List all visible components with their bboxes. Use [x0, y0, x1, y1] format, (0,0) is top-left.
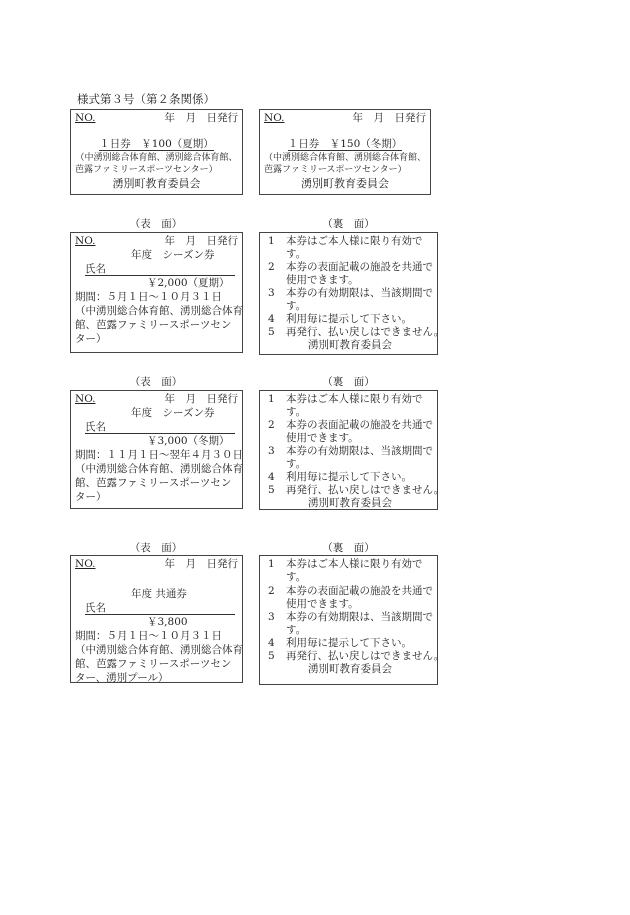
- facilities: （中湧別総合体育館、湧別総合体育: [75, 463, 243, 475]
- facilities: ター）: [75, 333, 107, 345]
- rule-number: 1: [268, 235, 275, 247]
- facilities: 館、芭露ファミリースポーツセン: [75, 477, 232, 489]
- name-label: 氏名: [85, 602, 106, 614]
- one-day-ticket-winter: [259, 109, 431, 195]
- rule-text: 利用毎に提示して下さい。: [286, 313, 412, 325]
- rule-text: す。: [286, 248, 307, 260]
- season-ticket-back: [259, 232, 445, 355]
- rule-text: 利用毎に提示して下さい。: [286, 637, 412, 649]
- rule-number: 2: [268, 261, 275, 273]
- facilities: （中湧別総合体育館、湧別総合体育館、: [75, 153, 238, 163]
- no-label: NO.: [264, 112, 285, 124]
- rule-text: 本券の表面記載の施設を共通で: [286, 585, 433, 597]
- rule-text: 本券の表面記載の施設を共通で: [286, 261, 433, 273]
- facilities: ター）: [75, 491, 107, 503]
- rule-number: 3: [268, 611, 275, 623]
- ticket-type: 年度 シーズン券: [131, 407, 215, 419]
- name-label: 氏名: [85, 421, 106, 433]
- rule-text: 再発行、払い戻しはできません。: [286, 650, 445, 662]
- issue-date: 年 月 日発行: [164, 112, 238, 124]
- rule-number: 1: [268, 393, 275, 405]
- rule-number: 5: [268, 484, 275, 496]
- facilities: （中湧別総合体育館、湧別総合体育: [75, 644, 243, 656]
- rule-text: 使用できます。: [286, 432, 359, 444]
- valid-period: 期間：１１月１日～翌年４月３０日: [75, 449, 243, 461]
- rule-text: 本券の有効期限は、当該期間で: [286, 445, 433, 457]
- rule-text: す。: [286, 571, 307, 583]
- rule-text: す。: [286, 406, 307, 418]
- ticket-type: 年度 共通券: [131, 588, 187, 600]
- name-field: [85, 602, 235, 615]
- season-ticket-front: [70, 390, 243, 509]
- rule-number: 4: [268, 313, 275, 325]
- valid-period: 期間：５月１日～１０月３１日: [75, 291, 222, 303]
- issue-date: 年 月 日発行: [164, 558, 238, 570]
- back-caption: （裏 面）: [322, 542, 375, 554]
- issuer: 湧別町教育委員会: [308, 497, 392, 509]
- rule-number: 3: [268, 445, 275, 457]
- rule-text: 使用できます。: [286, 274, 359, 286]
- no-label: NO.: [75, 112, 96, 124]
- rule-number: 4: [268, 471, 275, 483]
- name-label: 氏名: [85, 263, 106, 275]
- rule-text: す。: [286, 624, 307, 636]
- ticket-price: １日券 ￥100（夏期）: [99, 138, 214, 150]
- no-label: NO.: [75, 393, 96, 405]
- facilities: （中湧別総合体育館、湧別総合体育: [75, 305, 243, 317]
- name-field: [85, 421, 235, 434]
- rule-text: 本券はご本人様に限り有効で: [286, 235, 423, 247]
- front-caption: （表 面）: [129, 218, 183, 230]
- issuer: 湧別町教育委員会: [112, 177, 201, 190]
- back-caption: （裏 面）: [322, 218, 375, 230]
- ticket-price: １日券 ￥150（冬期）: [287, 138, 403, 150]
- one-day-ticket-summer: [70, 109, 243, 195]
- season-ticket-back: [259, 555, 445, 685]
- facilities: 館、芭露ファミリースポーツセン: [75, 319, 232, 331]
- rule-text: 使用できます。: [286, 598, 359, 610]
- facilities: 芭露ファミリースポーツセンター）: [264, 165, 407, 175]
- issuer: 湧別町教育委員会: [308, 663, 392, 675]
- ticket-type: 年度 シーズン券: [131, 249, 215, 261]
- valid-period: 期間：５月１日～１０月３１日: [75, 630, 222, 642]
- facilities: 芭露ファミリースポーツセンター）: [75, 165, 218, 175]
- season-ticket-front: [70, 555, 243, 683]
- name-field: [85, 263, 235, 276]
- issuer: 湧別町教育委員会: [308, 339, 392, 351]
- rule-number: 2: [268, 585, 275, 597]
- rule-number: 4: [268, 637, 275, 649]
- rule-text: 再発行、払い戻しはできません。: [286, 484, 445, 496]
- no-label: NO.: [75, 558, 96, 570]
- ticket-price: ￥3,800: [147, 616, 188, 628]
- rule-text: す。: [286, 458, 307, 470]
- facilities: （中湧別総合体育館、湧別総合体育館、: [263, 153, 426, 163]
- season-ticket-back: [259, 390, 445, 510]
- rule-number: 5: [268, 326, 275, 338]
- rule-text: 利用毎に提示して下さい。: [286, 471, 412, 483]
- issue-date: 年 月 日発行: [164, 235, 238, 247]
- season-ticket-front: [70, 232, 243, 353]
- issue-date: 年 月 日発行: [352, 112, 426, 124]
- facilities: ター、湧別プール）: [75, 672, 169, 684]
- form-title: 様式第３号（第２条関係）: [77, 92, 215, 106]
- front-caption: （表 面）: [129, 542, 183, 554]
- rule-text: す。: [286, 300, 307, 312]
- ticket-price: ￥3,000（冬期）: [147, 435, 230, 447]
- rule-text: 本券はご本人様に限り有効で: [286, 558, 423, 570]
- front-caption: （表 面）: [129, 376, 183, 388]
- back-caption: （裏 面）: [322, 376, 375, 388]
- rule-number: 2: [268, 419, 275, 431]
- rule-text: 本券の有効期限は、当該期間で: [286, 611, 433, 623]
- ticket-price: ￥2,000（夏期）: [147, 277, 230, 289]
- rule-text: 本券はご本人様に限り有効で: [286, 393, 423, 405]
- issue-date: 年 月 日発行: [164, 393, 238, 405]
- facilities: 館、芭露ファミリースポーツセン: [75, 658, 232, 670]
- issuer: 湧別町教育委員会: [301, 177, 389, 190]
- rule-number: 1: [268, 558, 275, 570]
- no-label: NO.: [75, 235, 96, 247]
- rule-text: 再発行、払い戻しはできません。: [286, 326, 445, 338]
- rule-number: 5: [268, 650, 275, 662]
- rule-text: 本券の有効期限は、当該期間で: [286, 287, 433, 299]
- rule-text: 本券の表面記載の施設を共通で: [286, 419, 433, 431]
- rule-number: 3: [268, 287, 275, 299]
